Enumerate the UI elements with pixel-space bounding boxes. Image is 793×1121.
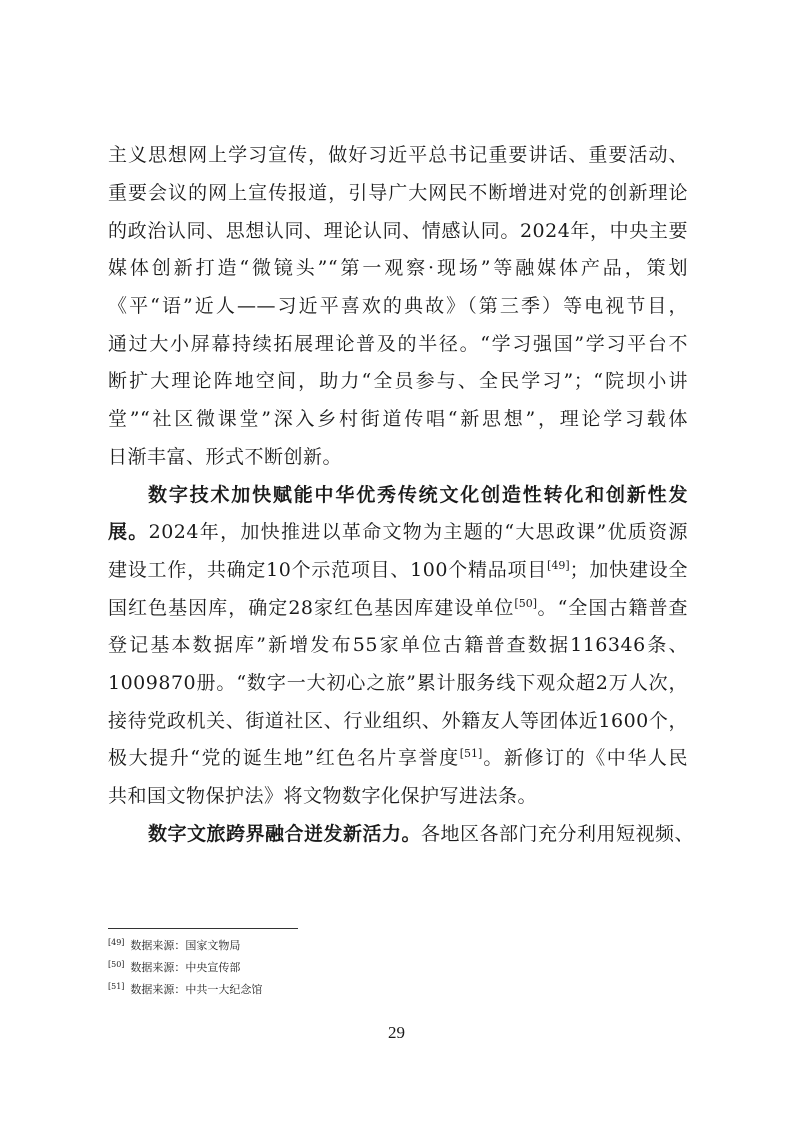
body-text-line: 断扩大理论阵地空间，助力“全员参与、全民学习”；“院坝小讲 xyxy=(108,370,688,392)
body-text-line xyxy=(108,520,688,544)
body-text-line: 的政治认同、思想认同、理论认同、情感认同。2024年，中央主要 xyxy=(108,220,688,242)
body-text: 极大提升“党的诞生地”红色名片享誉度 xyxy=(108,747,460,769)
page-number: 29 xyxy=(388,1023,405,1042)
footnote xyxy=(108,961,240,975)
body-text-line: 《平“语”近人——习近平喜欢的典故》（第三季）等电视节目， xyxy=(108,295,688,317)
body-text-line: 共和国文物保护法》将文物数字化保护写进法条。 xyxy=(108,785,538,807)
body-text-line: 日渐丰富、形式不断创新。 xyxy=(108,446,343,468)
body-text: 建设工作，共确定10个示范项目、100个精品项目 xyxy=(108,559,548,581)
body-text-line xyxy=(108,558,688,582)
body-text-line: 媒体创新打造“微镜头”“第一观察·现场”等融媒体产品，策划 xyxy=(108,257,688,279)
footnote-mark: [51] xyxy=(108,982,125,991)
body-text-line: 主义思想网上学习宣传，做好习近平总书记重要讲话、重要活动、 xyxy=(108,144,688,166)
footnote-mark: [50] xyxy=(108,960,125,969)
body-text: 。新修订的《中华人民 xyxy=(482,747,688,769)
body-text: 国红色基因库，确定28家红色基因库建设单位 xyxy=(108,597,515,619)
footnote-reference[interactable]: [50] xyxy=(514,597,537,610)
body-text-line: 1009870册。“数字一大初心之旅”累计服务线下观众超2万人次， xyxy=(108,672,688,694)
body-text: 2024年，加快推进以革命文物为主题的“大思政课”优质资源 xyxy=(148,521,688,543)
paragraph-heading: 数字文旅跨界融合迸发新活力。 xyxy=(148,823,422,845)
paragraph-heading-end: 展。 xyxy=(108,521,149,543)
body-text-line xyxy=(108,596,688,620)
body-text-line xyxy=(148,822,695,846)
body-text-line: 重要会议的网上宣传报道，引导广大网民不断增进对党的创新理论 xyxy=(108,182,688,204)
footnote-mark: [49] xyxy=(108,938,125,947)
body-text: ；加快建设全 xyxy=(569,559,688,581)
footnote-text: 数据来源：中央宣传部 xyxy=(130,961,241,974)
body-text-line: 堂”“社区微课堂”深入乡村街道传唱“新思想”，理论学习载体 xyxy=(108,408,688,430)
footnote-text: 数据来源：国家文物局 xyxy=(130,939,241,952)
body-text-line: 登记基本数据库”新增发布55家单位古籍普查数据116346条、 xyxy=(108,634,688,656)
body-text: 各地区各部门充分利用短视频、 xyxy=(421,823,695,845)
body-text-line xyxy=(108,746,688,770)
body-text-line: 通过大小屏幕持续拓展理论普及的半径。“学习强国”学习平台不 xyxy=(108,333,688,355)
footnote-separator xyxy=(108,928,298,929)
body-text-line: 接待党政机关、街道社区、行业组织、外籍友人等团体近1600个， xyxy=(108,710,688,732)
footnote-reference[interactable]: [51] xyxy=(459,747,483,760)
footnote xyxy=(108,983,262,997)
footnote xyxy=(108,939,240,953)
footnote-reference[interactable]: [49] xyxy=(547,559,570,572)
footnote-text: 数据来源：中共一大纪念馆 xyxy=(130,983,263,996)
body-text: 。“全国古籍普查 xyxy=(537,597,688,619)
paragraph-heading: 数字技术加快赋能中华优秀传统文化创造性转化和创新性发 xyxy=(148,484,688,506)
